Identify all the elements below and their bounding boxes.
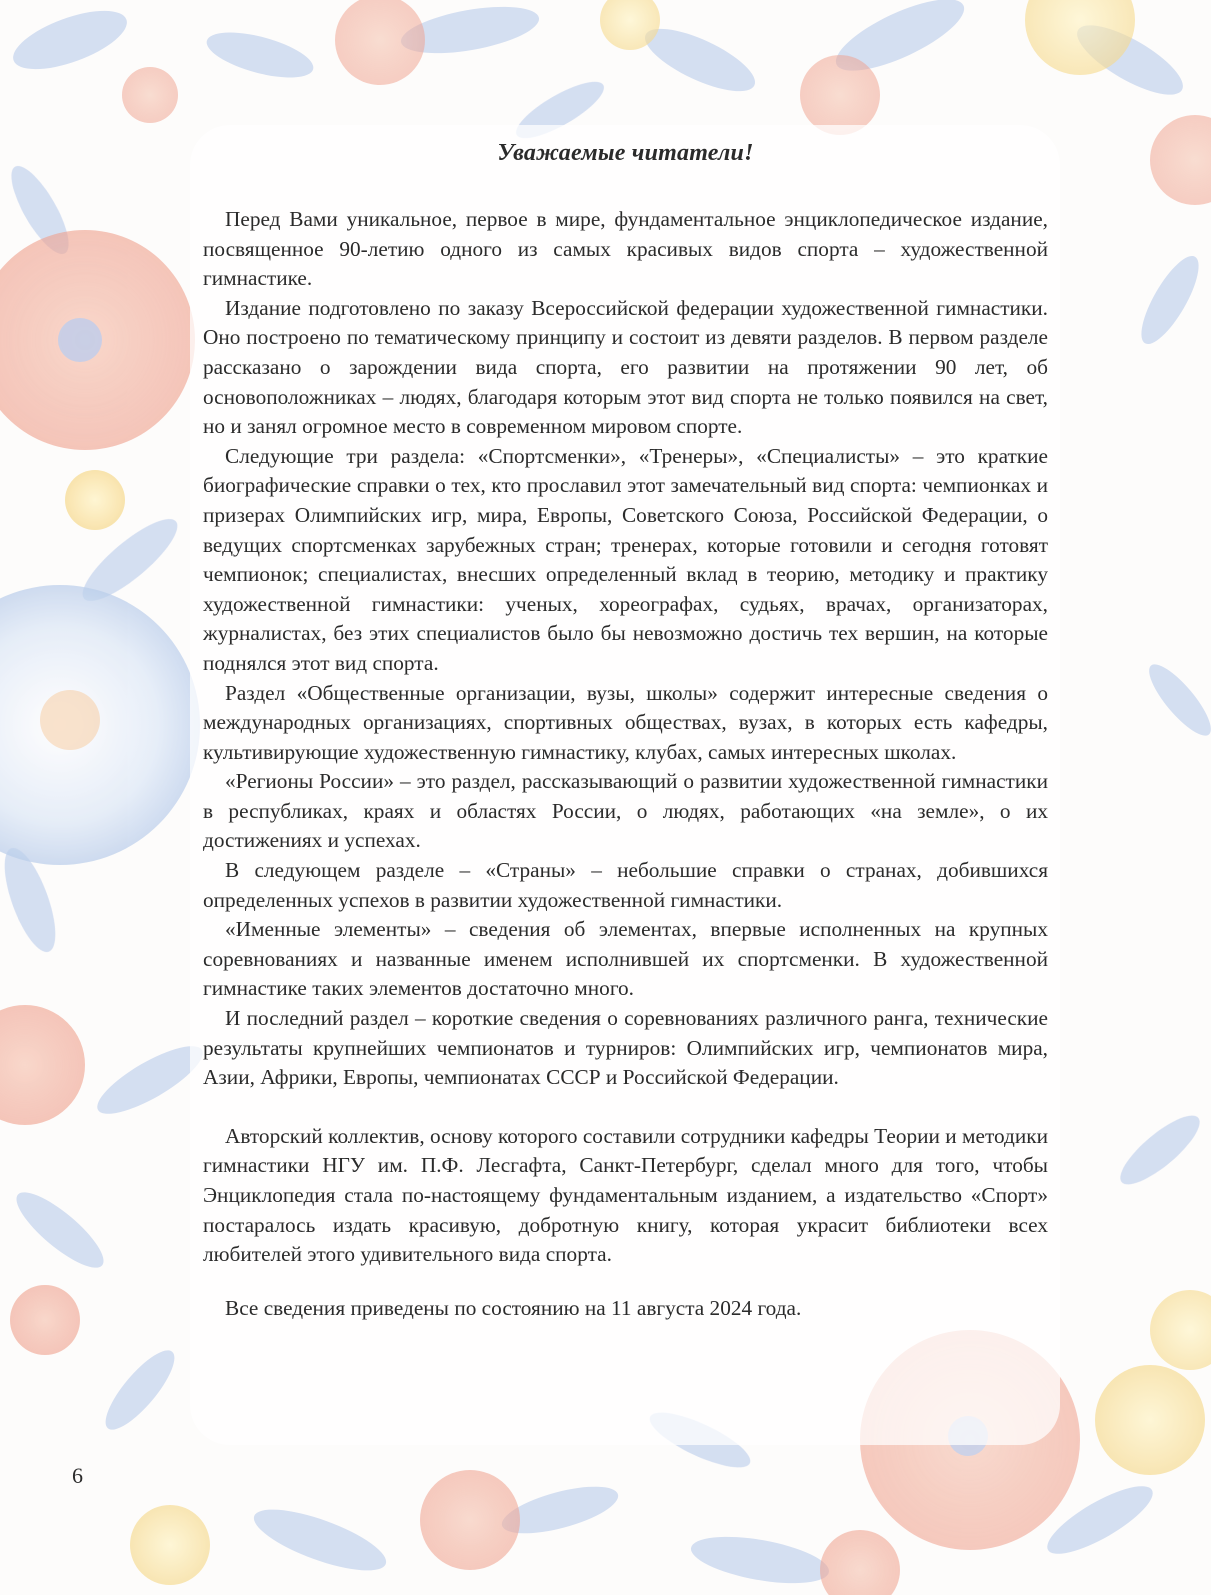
paragraph-intro: Перед Вами уникальное, первое в мире, фундаментальное энциклопедическое издание, посвященное 90-летию одного из самых красивых видов спорта – художественной гимнастике. xyxy=(203,207,1048,291)
paragraph-date-note: Все сведения приведены по состоянию на 11 августа 2024 года. xyxy=(225,1295,802,1320)
page-title: Уважаемые читатели! xyxy=(497,140,754,166)
paragraph-authors: Авторский коллектив, основу которого составили сотрудники кафедры Теории и методики гимнастики НГУ им. П.Ф. Лесгафта, Санкт-Петербург, сделал много для того, чтобы Энциклопедия стала по-настоящему фундаментальным изданием, а издательство «Спорт» постаралось издать красивую, добротную книгу, которая украсит библиотеки всех любителей этого удивительного вида спорта. xyxy=(203,1123,1048,1267)
paragraph-countries: В следующем разделе – «Страны» – небольшие справки о странах, добившихся определенных успехов в развитии художественной гимнастики. xyxy=(203,858,1048,912)
paragraph-competitions: И последний раздел – короткие сведения о соревнованиях различного ранга, технические результаты крупнейших чемпионатов и турниров: Олимпийских игр, чемпионатов мира, Азии, Африки, Европы, чемпионатах СССР и Российской Федерации. xyxy=(203,1006,1048,1090)
paragraph-organizations: Раздел «Общественные организации, вузы, школы» содержит интересные сведения о международных организациях, спортивных обществах, вузах, в которых есть кафедры, культивирующие художественную гимнастику, клубах, самых интересных школах. xyxy=(203,680,1048,764)
paragraph-structure: Издание подготовлено по заказу Всероссийской федерации художественной гимнастики. Оно построено по тематическому принципу и состоит из девяти разделов. В первом разделе рассказано о зарождении вида спорта, его развитии на протяжении 90 лет, об основоположниках – людях, благодаря которым этот вид спорта не только появился на свет, но и занял огромное место в современном мировом спорте. xyxy=(203,295,1048,439)
page-number: 6 xyxy=(72,1463,83,1488)
paragraph-named-elements: «Именные элементы» – сведения об элементах, впервые исполненных на крупных соревнованиях и названные именем исполнившей их спортсменки. В художественной гимнастике таких элементов достаточно много. xyxy=(203,917,1048,1001)
paragraph-regions: «Регионы России» – это раздел, рассказывающий о развитии художественной гимнастики в республиках, краях и областях России, о людях, работающих «на земле», о их достижениях и успехах. xyxy=(203,769,1048,853)
paragraph-biographies: Следующие три раздела: «Спортсменки», «Тренеры», «Специалисты» – это краткие биографические справки о тех, кто прославил этот замечательный вид спорта: чемпионках и призерах Олимпийских игр, мира, Европы, Советского Союза, Российской Федерации, о ведущих спортсменках зарубежных стран; тренерах, которые готовили и сегодня готовят чемпионок; специалистах, внесших определенный вклад в теорию, методику и практику художественной гимнастики: ученых, хореографах, судьях, врачах, организаторах, журналистах, без этих специалистов было бы невозможно достичь тех вершин, на которые поднялся этот вид спорта. xyxy=(203,443,1048,675)
article xyxy=(203,140,1048,1323)
